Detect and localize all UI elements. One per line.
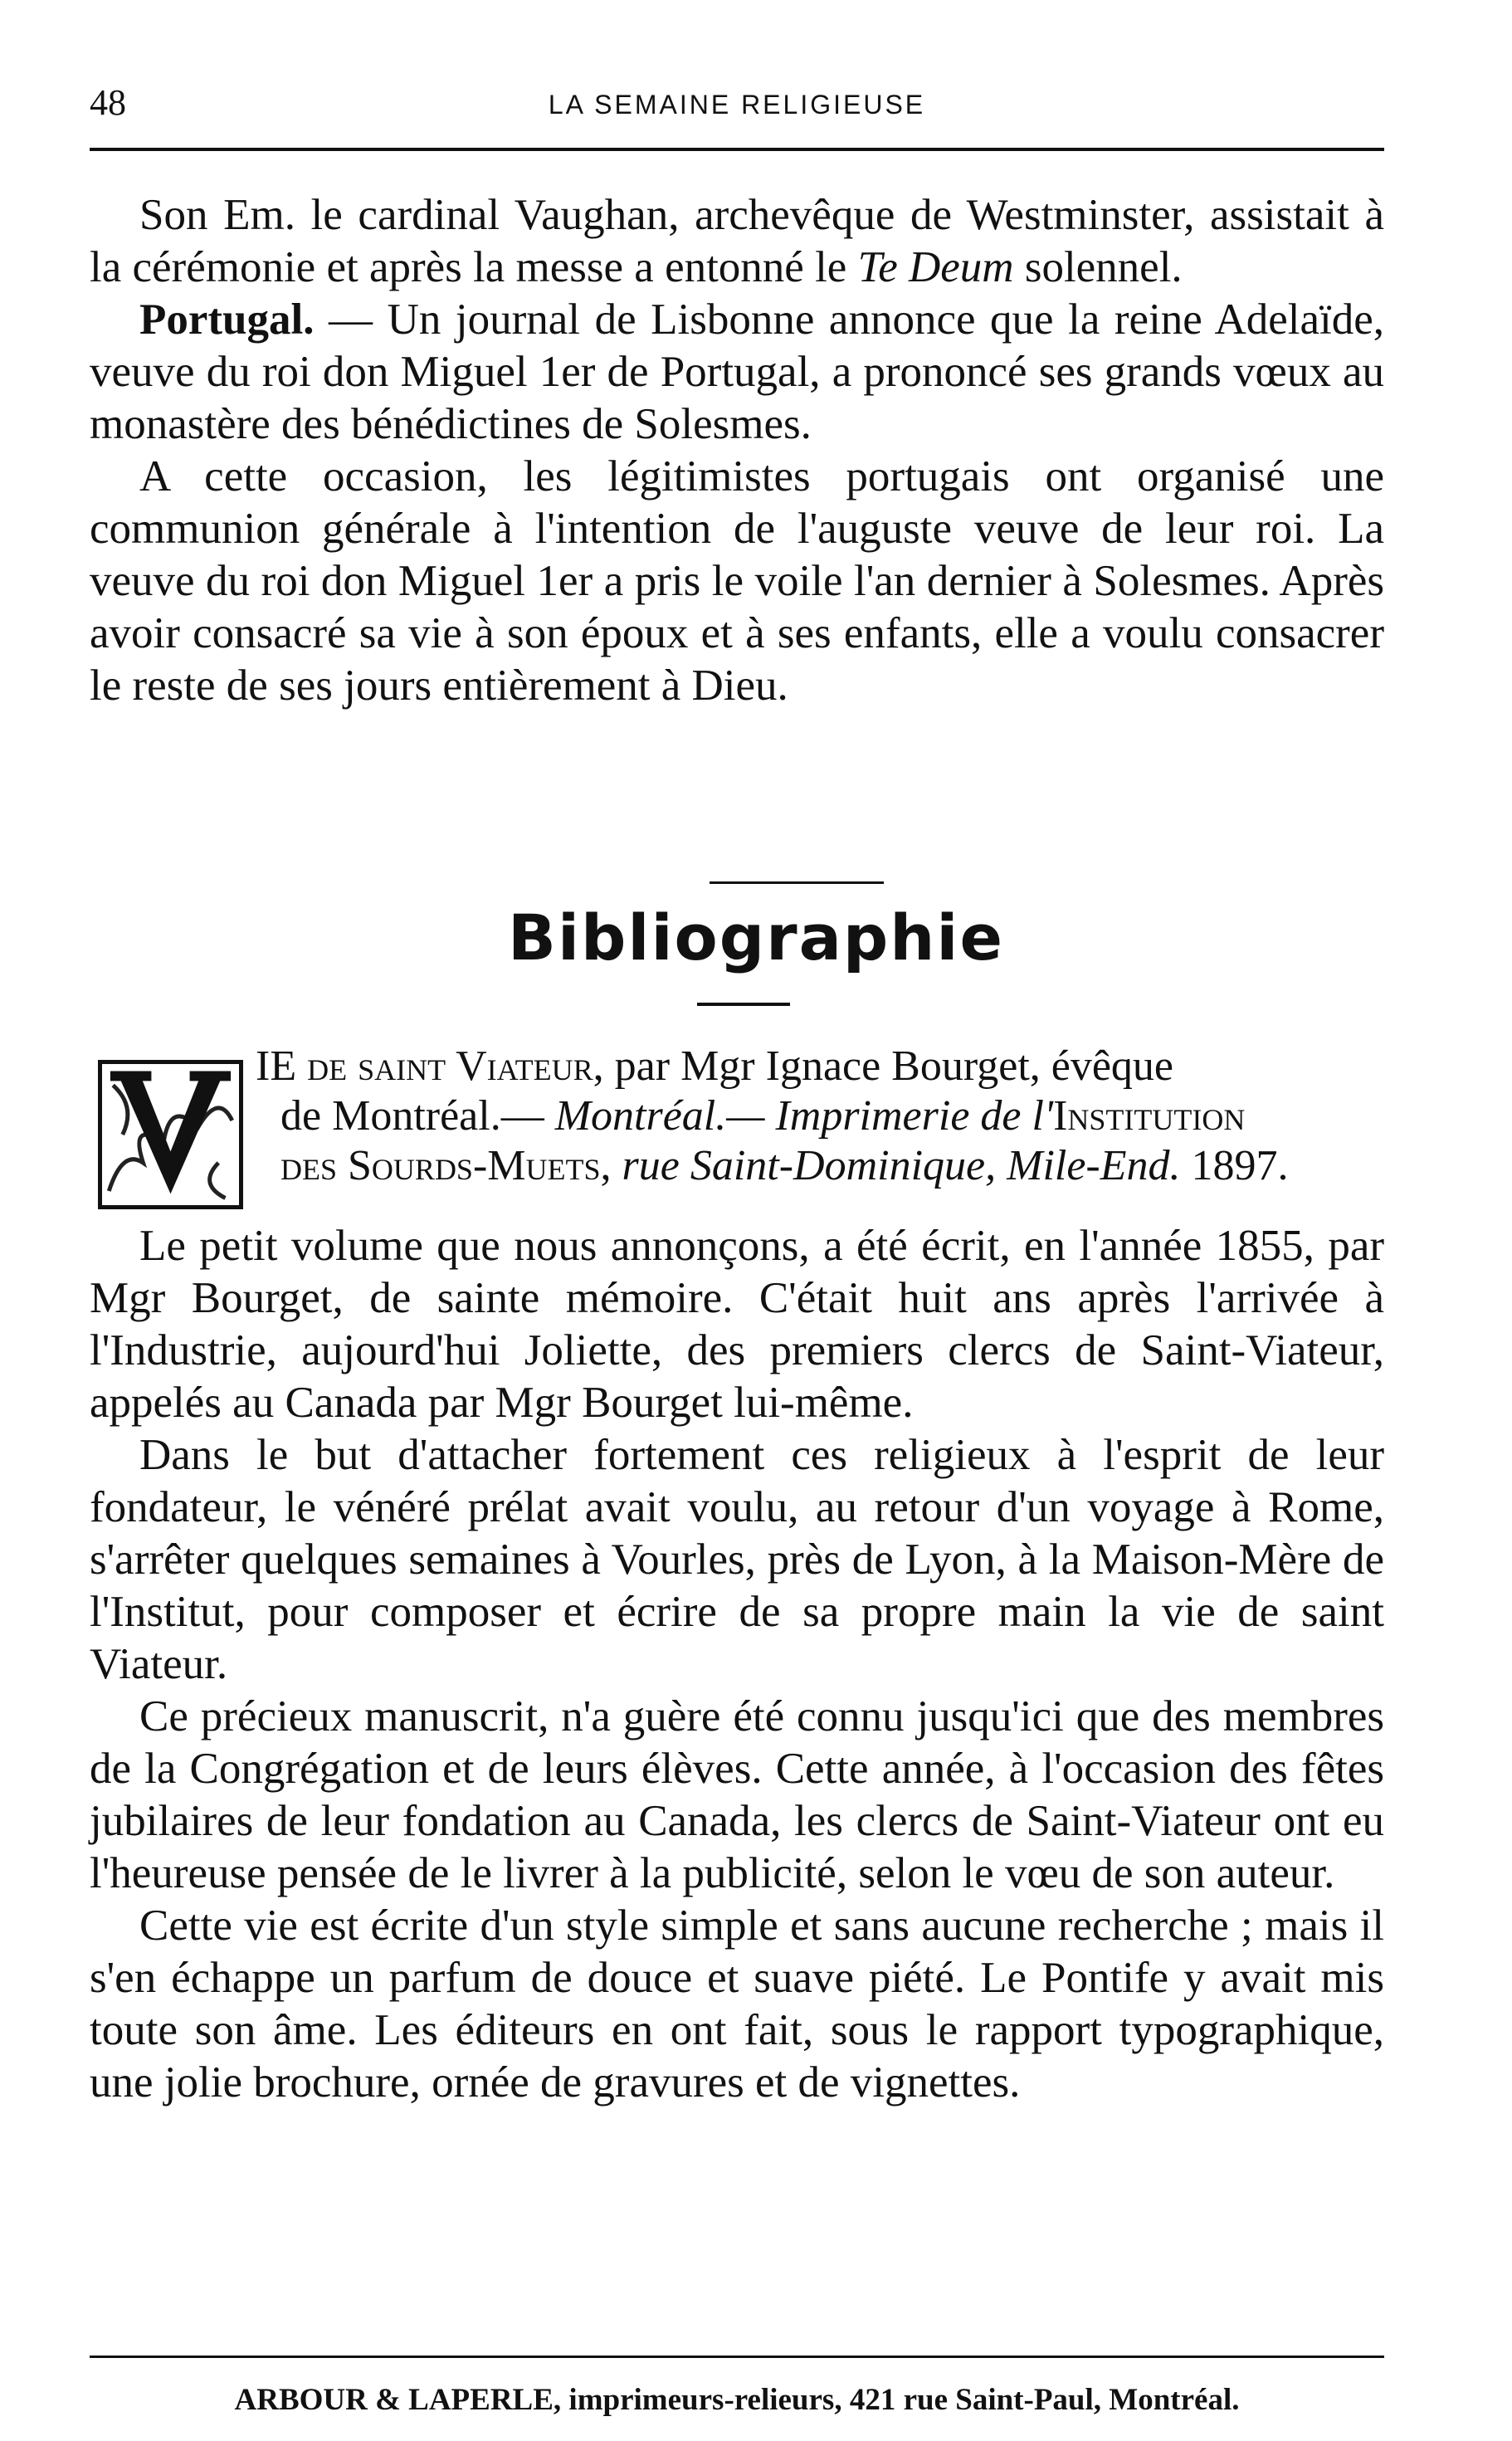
paragraph-vaughan: Son Em. le cardinal Vaughan, archevêque de Westminster, assistait à la cérémonie et après la messe a entonné le Te Deum solennel. bbox=[90, 191, 1384, 291]
heading-underline bbox=[697, 1003, 790, 1006]
review-paragraph: Dans le but d'attacher fortement ces religieux à l'esprit de leur fondateur, le vénéré prélat avait voulu, au retour d'un voyage à Rome, s'arrêter quelques semaines à Vourles, près de Lyon, à la Maison-Mère de l'Institut, pour composer et écrire de sa propre main la vie de saint Viateur. bbox=[90, 1431, 1384, 1688]
review-paragraph: Cette vie est écrite d'un style simple et sans aucune recherche ; mais il s'en échappe un parfum de douce et suave piété. Le Pontife y avait mis toute son âme. Les éditeurs en ont fait, sous le rapport typographique, une jolie brochure, ornée de gravures et de vignettes. bbox=[90, 1902, 1384, 2107]
paragraph-communion: A cette occasion, les légitimistes portugais ont organisé une communion générale à l'intention de l'auguste veuve de leur roi. La veuve du roi don Miguel 1er a pris le voile l'an dernier à Solesmes. Après avoir consacré sa vie à son époux et à ses enfants, elle a voulu consacrer le reste de ses jours entièrement à Dieu. bbox=[90, 452, 1384, 710]
bibliography-entry bbox=[90, 1042, 1384, 1220]
dropcap-v-icon bbox=[102, 1064, 239, 1205]
running-title: LA SEMAINE RELIGIEUSE bbox=[548, 90, 926, 120]
dropcap-ornament bbox=[98, 1060, 243, 1209]
news-section bbox=[90, 189, 1384, 712]
page-header bbox=[90, 75, 1384, 141]
portugal-lead: Portugal. bbox=[139, 295, 315, 344]
book-title: IE de saint Viateur, bbox=[256, 1042, 604, 1090]
section-divider bbox=[710, 881, 884, 884]
footer-rule bbox=[90, 2356, 1384, 2358]
review-section bbox=[90, 1220, 1384, 2109]
page-number: 48 bbox=[90, 82, 126, 123]
review-paragraph: Le petit volume que nous annonçons, a été écrit, en l'année 1855, par Mgr Bourget, de sainte mémoire. C'était huit ans après l'arrivée à l'Industrie, aujourd'hui Joliette, des premiers clercs de Saint-Viateur, appelés au Canada par Mgr Bourget lui-même. bbox=[90, 1222, 1384, 1427]
header-rule bbox=[90, 148, 1384, 151]
printer-imprint: ARBOUR & LAPERLE, imprimeurs-relieurs, 421 rue Saint-Paul, Montréal. bbox=[234, 2383, 1240, 2417]
bibliographie-heading: Bibliographie bbox=[508, 901, 1004, 974]
review-paragraph: Ce précieux manuscrit, n'a guère été connu jusqu'ici que des membres de la Congrégation et de leurs élèves. Cette année, à l'occasion des fêtes jubilaires de leur fondation au Canada, les clercs de Saint-Viateur ont eu l'heureuse pensée de le livrer à la publicité, selon le vœu de son auteur. bbox=[90, 1692, 1384, 1897]
paragraph-portugal: Portugal. — Un journal de Lisbonne annonce que la reine Adelaïde, veuve du roi don Miguel 1er de Portugal, a prononcé ses grands vœux au monastère des bénédictines de Solesmes. bbox=[90, 295, 1384, 448]
entry-citation: IE de saint Viateur, par Mgr Ignace Bourget, évêque de Montréal.— Montréal.— Imprimerie de l'Institution des Sourds-Muets, rue Saint-Dominique, Mile-End. 1897. bbox=[256, 1042, 1289, 1189]
te-deum: Te Deum bbox=[857, 243, 1014, 291]
